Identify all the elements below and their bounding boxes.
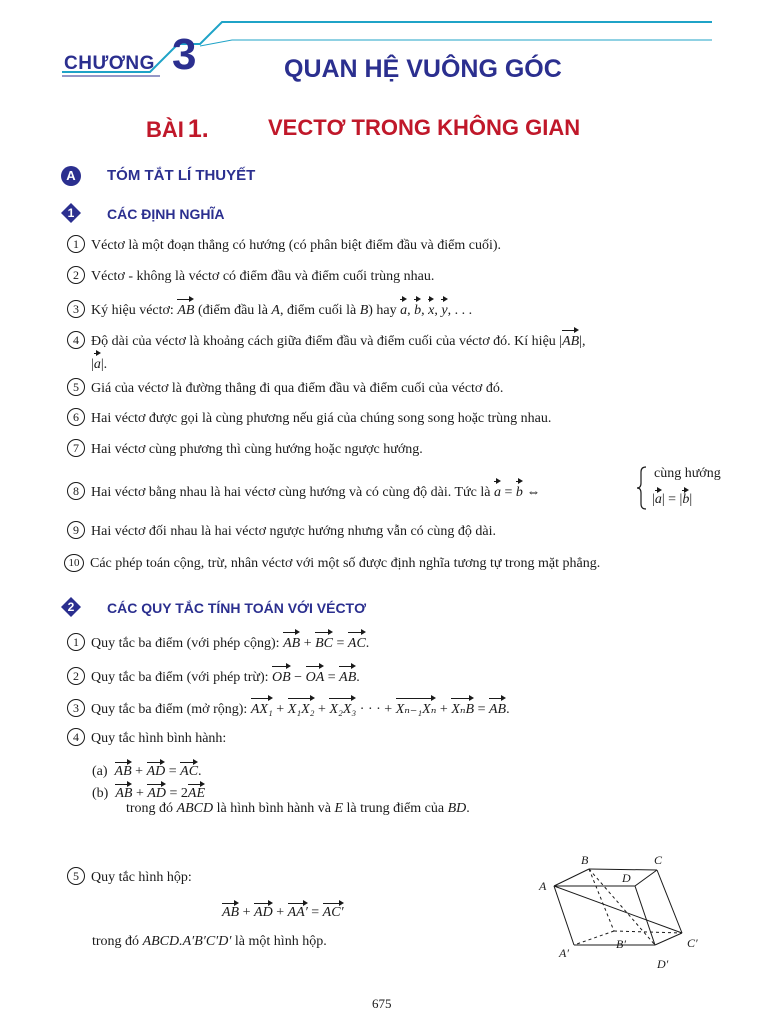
rule-4b: (b) AB + AD = 2AE xyxy=(92,782,205,802)
definition-1: 1 Véctơ là một đoạn thẳng có hướng (có phân biệt điểm đầu và điểm cuối). xyxy=(67,235,501,255)
subsection-2-title: CÁC QUY TẮC TÍNH TOÁN VỚI VÉCTƠ xyxy=(107,600,367,616)
rule-4-note: trong đó ABCD là hình bình hành và E là trung điểm của BD. xyxy=(126,801,470,816)
definition-7: 7 Hai véctơ cùng phương thì cùng hướng hoặc ngược hướng. xyxy=(67,439,423,459)
definition-8-cases xyxy=(636,466,756,510)
lesson-number: 1. xyxy=(187,115,209,143)
subsection-1-badge: 1 xyxy=(61,203,81,223)
rule-5: 5 Quy tắc hình hộp: xyxy=(67,867,192,887)
chapter-number: 3 xyxy=(172,30,197,79)
definition-3: 3 Ký hiệu véctơ: AB (điểm đầu là A, điểm cuối là B) hay a, b, x, y, . . . xyxy=(67,297,472,320)
rule-4a: (a) AB + AD = AC. xyxy=(92,760,202,780)
rule-5-note: trong đó ABCD.A′B′C′D′ là một hình hộp. xyxy=(92,934,327,949)
section-a-badge: A xyxy=(61,166,81,186)
definition-5: 5 Giá của véctơ là đường thẳng đi qua điểm đầu và điểm cuối của véctơ đó. xyxy=(67,378,503,398)
vertex-D: D xyxy=(622,871,631,885)
vertex-B-prime: B′ xyxy=(616,937,626,951)
vertex-C-prime: C′ xyxy=(687,936,698,950)
subsection-1-title: CÁC ĐỊNH NGHĨA xyxy=(107,206,225,222)
rule-4: 4 Quy tắc hình bình hành: xyxy=(67,728,226,748)
definition-4: 4 Độ dài của véctơ là khoảng cách giữa điểm đầu và điểm cuối của véctơ đó. Kí hiệu |AB|, |a|. xyxy=(67,328,727,374)
brace-icon xyxy=(636,466,648,510)
parallelepiped-figure xyxy=(530,848,720,973)
vertex-D-prime: D′ xyxy=(657,957,669,971)
chapter-word: CHƯƠNG xyxy=(64,53,155,74)
rule-5-formula: AB + AD + AA′ = AC′ xyxy=(222,901,344,921)
vertex-C: C xyxy=(654,853,663,867)
rule-1: 1 Quy tắc ba điểm (với phép cộng): AB + BC = AC. xyxy=(67,630,369,653)
case-same-direction: cùng hướng xyxy=(654,466,721,481)
vertex-A-prime: A′ xyxy=(559,946,569,960)
subsection-2-badge: 2 xyxy=(61,597,81,617)
definition-9: 9 Hai véctơ đối nhau là hai véctơ ngược hướng nhưng vẫn có cùng độ dài. xyxy=(67,521,496,541)
definition-6: 6 Hai véctơ được gọi là cùng phương nếu giá của chúng song song hoặc trùng nhau. xyxy=(67,408,551,428)
chapter-title: QUAN HỆ VUÔNG GÓC xyxy=(284,55,562,83)
case-equal-length: |a| = |b| xyxy=(652,488,692,508)
lesson-title: VECTƠ TRONG KHÔNG GIAN xyxy=(268,115,581,140)
definition-2: 2 Véctơ - không là véctơ có điểm đầu và điểm cuối trùng nhau. xyxy=(67,266,434,286)
lesson-label xyxy=(146,115,209,144)
section-a-title: TÓM TẮT LÍ THUYẾT xyxy=(107,167,256,184)
definition-10: 10 Các phép toán cộng, trừ, nhân véctơ với một số được định nghĩa tương tự trong mặt phẳng. xyxy=(64,554,600,573)
lesson-word: BÀI xyxy=(146,117,184,142)
vertex-A: A xyxy=(539,879,547,893)
rule-3: 3 Quy tắc ba điểm (mở rộng): AX₁ + X₁X₂ + X₂X₃ · · · + Xₙ₋₁Xₙ + XₙB = AB. xyxy=(67,696,510,719)
vertex-B: B xyxy=(581,853,589,867)
definition-8: 8 Hai véctơ bằng nhau là hai véctơ cùng hướng và có cùng độ dài. Tức là a = b ⇔ xyxy=(67,479,540,502)
rule-2: 2 Quy tắc ba điểm (với phép trừ): OB − OA = AB. xyxy=(67,664,360,687)
page-number: 675 xyxy=(372,996,392,1011)
